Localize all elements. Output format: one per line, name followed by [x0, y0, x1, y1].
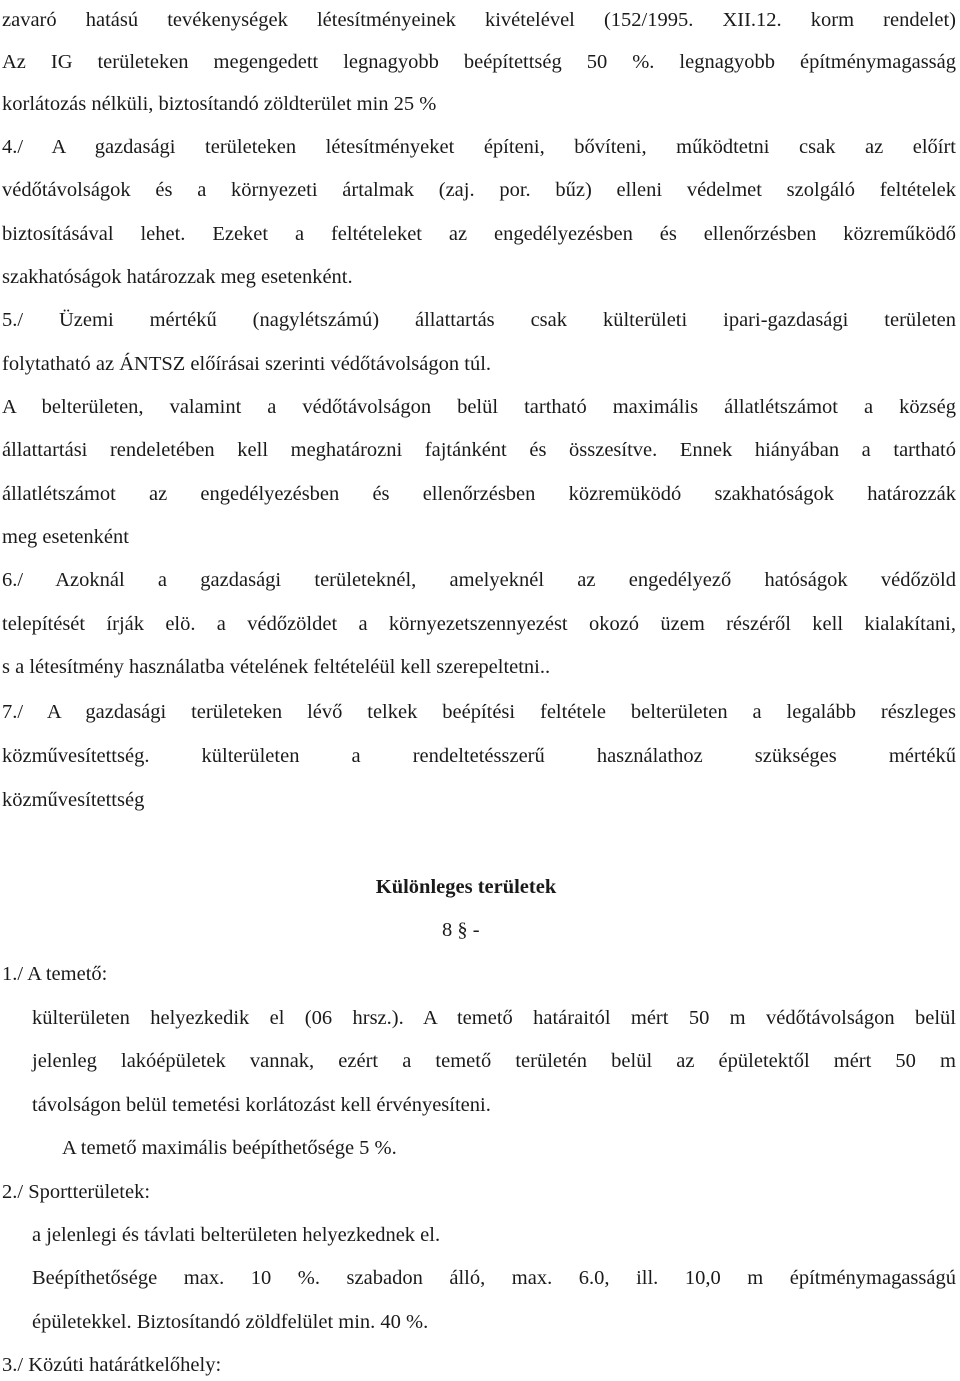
paragraph-line: 7./ A gazdasági területeken lévő telkek beépítési feltétele belterületen a legalább részleges: [2, 701, 956, 723]
paragraph-line: közművesítettség: [2, 789, 145, 811]
list-item-heading: 2./ Sportterületek:: [2, 1181, 151, 1203]
paragraph-line: folytatható az ÁNTSZ előírásai szerinti védőtávolságon túl.: [2, 353, 492, 375]
list-item-text: jelenleg lakóépületek vannak, ezért a temető területén belül az épületektől mért 50 m: [32, 1050, 956, 1072]
paragraph-line: védőtávolságok és a környezeti ártalmak (zaj. por. bűz) elleni védelmet szolgáló feltételek: [2, 179, 956, 201]
paragraph-line: 6./ Azoknál a gazdasági területeknél, amelyeknél az engedélyező hatóságok védőzöld: [2, 569, 956, 591]
list-item-text: a jelenlegi és távlati belterületen helyezkednek el.: [32, 1224, 441, 1246]
list-item-text: távolságon belül temetési korlátozást kell érvényesíteni.: [32, 1094, 491, 1116]
list-item-text: külterületen helyezkedik el (06 hrsz.). A temető határaitól mért 50 m védőtávolságon belül: [32, 1007, 956, 1029]
paragraph-line: 5./ Üzemi mértékű (nagylétszámú) állattartás csak külterületi ipari-gazdasági területen: [2, 309, 956, 331]
list-item-heading: 3./ Közúti határátkelőhely:: [2, 1354, 222, 1376]
paragraph-line: közművesítettség. külterületen a rendeltetésszerű használathoz szükséges mértékű: [2, 745, 956, 767]
list-item-text: épületekkel. Biztosítandó zöldfelület min. 40 %.: [32, 1311, 429, 1333]
list-item-text: A temető maximális beépíthetősége 5 %.: [62, 1137, 397, 1159]
paragraph-line: állattartási rendeletében kell meghatározni fajtánként és összesítve. Ennek hiányában a tartható: [2, 439, 956, 461]
paragraph-line: A belterületen, valamint a védőtávolságon belül tartható maximális állatlétszámot a község: [2, 396, 956, 418]
paragraph-line: meg esetenként: [2, 526, 129, 548]
paragraph-line: szakhatóságok határozzak meg esetenként.: [2, 266, 353, 288]
paragraph-line: Az IG területeken megengedett legnagyobb beépítettség 50 %. legnagyobb építménymagasság: [2, 51, 956, 73]
paragraph-line: 4./ A gazdasági területeken létesítményeket építeni, bővíteni, működtetni csak az előírt: [2, 136, 956, 158]
section-number: 8 § -: [442, 919, 480, 941]
paragraph-line: korlátozás nélküli, biztosítandó zöldterület min 25 %: [2, 93, 437, 115]
paragraph-line: zavaró hatású tevékenységek létesítményeinek kivételével (152/1995. XII.12. korm rendelet): [2, 9, 956, 31]
paragraph-line: s a létesítmény használatba vételének feltételéül kell szerepeltetni..: [2, 656, 551, 678]
list-item-heading: 1./ A temető:: [2, 963, 108, 985]
section-title: Különleges területek: [375, 876, 557, 898]
list-item-text: Beépíthetősége max. 10 %. szabadon álló, max. 6.0, ill. 10,0 m építménymagasságú: [32, 1267, 956, 1289]
paragraph-line: telepítését írják elö. a védőzöldet a környezetszennyezést okozó üzem részéről kell kialakítani,: [2, 613, 956, 635]
paragraph-line: állatlétszámot az engedélyezésben és ellenőrzésben közremüködó szakhatóságok határozzák: [2, 483, 956, 505]
paragraph-line: biztosításával lehet. Ezeket a feltételeket az engedélyezésben és ellenőrzésben közreműködő: [2, 223, 956, 245]
